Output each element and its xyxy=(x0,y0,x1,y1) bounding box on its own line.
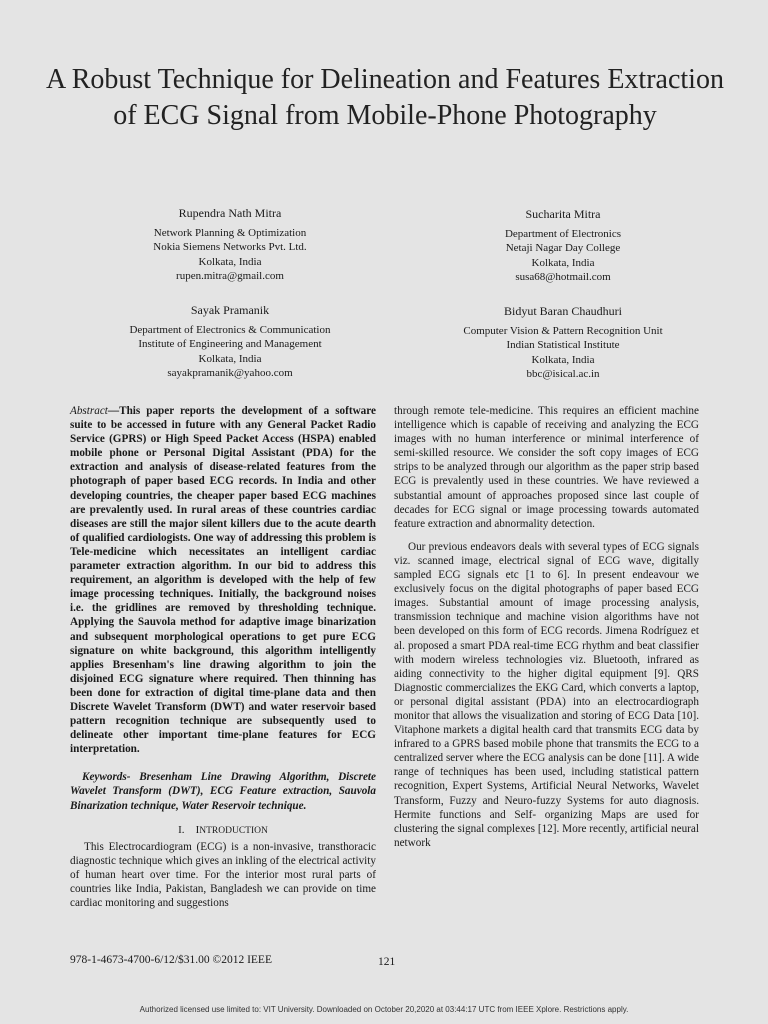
license-notice: Authorized licensed use limited to: VIT University. Downloaded on October 20,2020 at 03:44:17 UTC from IEEE Xplore. Restrictions apply. xyxy=(139,1005,629,1014)
left-column xyxy=(70,404,376,910)
author-affiliation: Department of Electronics xyxy=(504,227,622,240)
author-email: susa68@hotmail.com xyxy=(515,271,611,283)
author-affiliation: Netaji Nagar Day College xyxy=(505,242,621,254)
author-email: sayakpramanik@yahoo.com xyxy=(167,367,293,379)
footer-isbn: 978-1-4673-4700-6/12/$31.00 ©2012 IEEE xyxy=(70,954,272,966)
author-name: Sayak Pramanik xyxy=(190,303,270,317)
author-affiliation: Nokia Siemens Networks Pvt. Ltd. xyxy=(153,241,307,253)
author-email: bbc@isical.ac.in xyxy=(526,368,600,380)
body-paragraph: through remote tele-medicine. This requires an efficient machine intelligence which is capable of receiving and analyzing the ECG images with no human interference or minimal interference of semi-skilled resource. We consider the soft copy images of ECG strips to be analyzed through our algorithm as the paper strip based ECG is prevalently used in these countries. We have reviewed a substantial amount of approaches proposed since last couple of decades for ECG signal or image processing towards automated feature extraction and abnormality detection. xyxy=(394,405,699,530)
right-column xyxy=(394,404,699,850)
intro-paragraph: This Electrocardiogram (ECG) is a non-invasive, transthoracic diagnostic technique which gives an inkling of the electrical activity of human heart over time. For the interior most rural parts of countries like India, Pakistan, Bangladesh we can provide on time cardiac monitoring and suggestions xyxy=(70,840,376,910)
author-name: Rupendra Nath Mitra xyxy=(178,206,282,220)
author-affiliation: Institute of Engineering and Management xyxy=(138,338,322,350)
section-initial: I xyxy=(195,823,200,836)
author-location: Kolkata, India xyxy=(198,352,262,365)
author-location: Kolkata, India xyxy=(531,256,595,269)
abstract-text: —This paper reports the development of a software suite to be accessed in future with any General Packet Radio Service (GPRS) or High Speed Packet Access (HSPA) enabled mobile phone or Personal Digital Assistant (PDA) for the extraction and analysis of disease-related features from the photograph of paper based ECG records. In India and other developing countries, the cheaper paper based ECG machines are prevalently used. In rural areas of these countries cardiac diseases are still the major silent killers due to the acute dearth of qualified cardiologists. One way of addressing this problem is Tele-medicine which necessitates an intelligent cardiac parameter extraction algorithm. In our bid to address this requirement, an algorithm is developed with the help of few image processing techniques. Initially, the background noises i.e. the gridlines are removed by thresholding technique. Applying the Sauvola method for adaptive image binarization and subsequent morphological operations to get pure ECG signature on white background, this algorithm intelligently applies Bresenham's line drawing algorithm to join the disjoined ECG signature where required. Then thinning has been done for extraction of digital time-plane data and then Discrete Wavelet Transform (DWT) and water reservoir based pattern recognition technique are subsequently used to delineate other important time-plane features for ECG interpretation. xyxy=(70,405,376,756)
abstract-lead: Abstract xyxy=(70,405,108,417)
keywords: Keywords- Bresenham Line Drawing Algorithm, Discrete Wavelet Transform (DWT), ECG Feature extraction, Sauvola Binarization technique, Water Reservoir technique. xyxy=(70,771,376,812)
section-number: I. xyxy=(178,823,185,836)
page-number: 121 xyxy=(378,956,396,968)
abstract xyxy=(70,404,376,756)
body-paragraph: Our previous endeavors deals with several types of ECG signals viz. scanned image, electrical signal of ECG wave, digitally sampled ECG signals etc [1 to 6]. In present endeavour we exclusively focus on the digital photographs of paper based ECG images. Substantial amount of image processing analysis, transmission technique and machine vision algorithms have not been developed on this form of ECG records. Jimena Rodríguez et al. proposed a smart PDA real-time ECG rhythm and beat classifier with modern wireless technologies viz. Bluetooth, infrared as aiding connectivity to the higher digital equipment [9]. QRS Diagnostic commercializes the EKG Card, which converts a laptop, or personal digital assistant (PDA) into an electrocardiograph monitor that allows the visualization and storing of ECG Data [10]. Vitaphone markets a digital health card that transmits ECG data by infrared to a GPRS based mobile phone that transmits the ECG to a centralized server where the ECG analysis can be done [11]. A wide range of techniques has been used, including statistical pattern recognition, Expert Systems, Artificial Neural Networks, Wavelet Transform, Fuzzy and Neuro-fuzzy Systems for auto diagnosis. Hermite functions and Self- organizing Maps are used for clustering the signal complexes [12]. More recently, artificial neural network xyxy=(394,540,699,849)
section-title-rest: NTRODUCTION xyxy=(199,825,268,836)
author-name: Sucharita Mitra xyxy=(525,207,601,221)
author-name: Bidyut Baran Chaudhuri xyxy=(504,304,622,318)
author-affiliation: Computer Vision & Pattern Recognition Unit xyxy=(463,324,663,337)
author-email: rupen.mitra@gmail.com xyxy=(176,270,284,282)
author-block-4 xyxy=(418,304,708,382)
author-affiliation: Department of Electronics & Communication xyxy=(129,323,331,336)
section-heading xyxy=(70,823,376,838)
author-block-1 xyxy=(100,206,360,284)
author-block-3 xyxy=(80,303,380,381)
author-location: Kolkata, India xyxy=(198,255,262,268)
paper-title: A Robust Technique for Delineation and Features Extraction of ECG Signal from Mobile-Phone Photography xyxy=(46,64,724,131)
author-affiliation: Network Planning & Optimization xyxy=(153,226,307,239)
author-block-2 xyxy=(418,207,708,285)
author-location: Kolkata, India xyxy=(531,353,595,366)
author-affiliation: Indian Statistical Institute xyxy=(506,339,620,351)
